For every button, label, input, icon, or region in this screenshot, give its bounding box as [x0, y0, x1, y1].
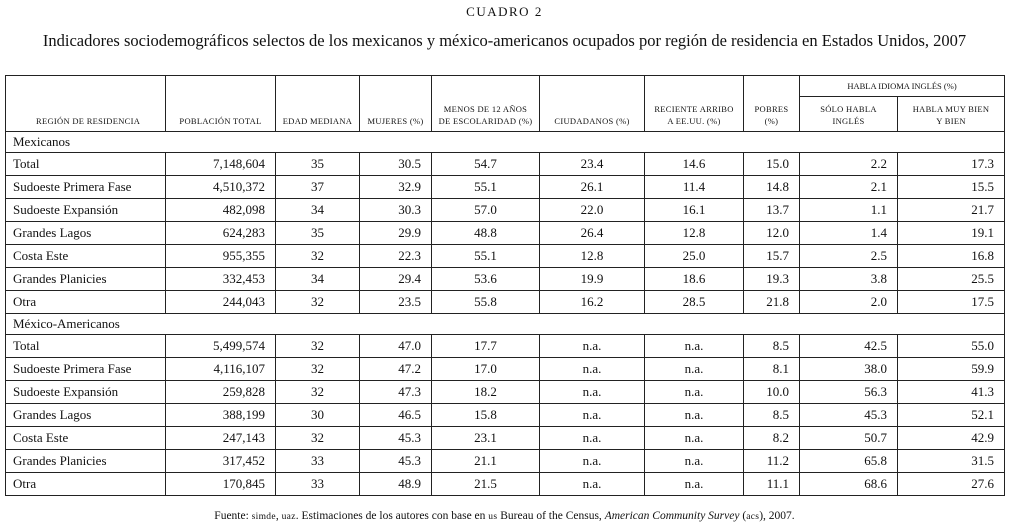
cell-region: Otra [6, 291, 166, 314]
cell-escolaridad: 53.6 [432, 268, 540, 291]
cell-reciente: 25.0 [645, 245, 744, 268]
cell-edad: 32 [276, 358, 360, 381]
cell-pobres: 8.1 [744, 358, 800, 381]
cell-escolaridad: 18.2 [432, 381, 540, 404]
cell-poblacion: 5,499,574 [166, 335, 276, 358]
cell-ciudadanos: 16.2 [540, 291, 645, 314]
cell-ciudadanos: 22.0 [540, 199, 645, 222]
cell-escolaridad: 15.8 [432, 404, 540, 427]
section-label: Mexicanos [6, 132, 1005, 153]
cell-region: Grandes Lagos [6, 404, 166, 427]
cell-poblacion: 4,510,372 [166, 176, 276, 199]
cell-reciente: n.a. [645, 473, 744, 496]
cell-poblacion: 482,098 [166, 199, 276, 222]
cell-escolaridad: 55.1 [432, 245, 540, 268]
col-header-muybien-line1: HABLA MUY BIEN [912, 104, 990, 114]
cell-mujeres: 45.3 [360, 450, 432, 473]
col-header-poblacion: POBLACIÓN TOTAL [166, 76, 276, 132]
cell-muy-bien: 41.3 [898, 381, 1005, 404]
table-row [6, 358, 1005, 381]
table-row [6, 450, 1005, 473]
cell-reciente: n.a. [645, 358, 744, 381]
cell-poblacion: 317,452 [166, 450, 276, 473]
cell-muy-bien: 59.9 [898, 358, 1005, 381]
cell-pobres: 8.2 [744, 427, 800, 450]
table-row [6, 199, 1005, 222]
cell-mujeres: 47.0 [360, 335, 432, 358]
cell-ciudadanos: n.a. [540, 335, 645, 358]
table-row [6, 222, 1005, 245]
cell-poblacion: 624,283 [166, 222, 276, 245]
cell-pobres: 11.2 [744, 450, 800, 473]
cell-mujeres: 47.2 [360, 358, 432, 381]
cell-reciente: 18.6 [645, 268, 744, 291]
cell-region: Costa Este [6, 245, 166, 268]
cell-escolaridad: 23.1 [432, 427, 540, 450]
cell-edad: 30 [276, 404, 360, 427]
col-header-escolaridad [432, 76, 540, 132]
cell-mujeres: 29.4 [360, 268, 432, 291]
col-header-reciente-line2: A EE.UU. (%) [667, 116, 721, 126]
cell-reciente: 28.5 [645, 291, 744, 314]
cell-escolaridad: 55.8 [432, 291, 540, 314]
cell-edad: 32 [276, 427, 360, 450]
cell-solo-ingles: 2.1 [800, 176, 898, 199]
cell-region: Otra [6, 473, 166, 496]
source-close: ), 2007. [759, 510, 795, 522]
cell-mujeres: 46.5 [360, 404, 432, 427]
cell-muy-bien: 42.9 [898, 427, 1005, 450]
cell-edad: 35 [276, 153, 360, 176]
cell-mujeres: 32.9 [360, 176, 432, 199]
cell-ciudadanos: n.a. [540, 427, 645, 450]
table-row [6, 473, 1005, 496]
col-header-muybien-line2: Y BIEN [936, 116, 966, 126]
cell-solo-ingles: 68.6 [800, 473, 898, 496]
table-title: Indicadores sociodemográficos selectos de los mexicanos y méxico-americanos ocupados por región de residencia en Estados Unidos, 2007 [42, 31, 967, 50]
cell-ciudadanos: n.a. [540, 358, 645, 381]
cell-ciudadanos: 19.9 [540, 268, 645, 291]
col-header-escolaridad-line2: DE ESCOLARIDAD (%) [438, 116, 533, 126]
cell-pobres: 12.0 [744, 222, 800, 245]
source-open: ( [739, 510, 747, 522]
col-header-solo-line2: INGLÉS [832, 116, 865, 126]
cell-pobres: 11.1 [744, 473, 800, 496]
cell-solo-ingles: 1.4 [800, 222, 898, 245]
cell-muy-bien: 17.5 [898, 291, 1005, 314]
table-row [6, 176, 1005, 199]
cell-pobres: 8.5 [744, 404, 800, 427]
source-prefix: Fuente: [214, 510, 252, 522]
cell-muy-bien: 17.3 [898, 153, 1005, 176]
section-row [6, 132, 1005, 153]
col-header-ciudadanos: CIUDADANOS (%) [540, 76, 645, 132]
cell-pobres: 10.0 [744, 381, 800, 404]
cell-pobres: 15.0 [744, 153, 800, 176]
cell-muy-bien: 21.7 [898, 199, 1005, 222]
cell-mujeres: 47.3 [360, 381, 432, 404]
cell-escolaridad: 21.1 [432, 450, 540, 473]
table-row [6, 427, 1005, 450]
source-uaz: uaz [281, 512, 296, 522]
col-header-mujeres: MUJERES (%) [360, 76, 432, 132]
cell-solo-ingles: 2.5 [800, 245, 898, 268]
cell-edad: 32 [276, 335, 360, 358]
cell-reciente: n.a. [645, 427, 744, 450]
cell-reciente: 12.8 [645, 222, 744, 245]
cell-ciudadanos: 23.4 [540, 153, 645, 176]
cell-mujeres: 22.3 [360, 245, 432, 268]
cell-escolaridad: 21.5 [432, 473, 540, 496]
cell-mujeres: 23.5 [360, 291, 432, 314]
cell-solo-ingles: 38.0 [800, 358, 898, 381]
cell-poblacion: 955,355 [166, 245, 276, 268]
col-header-reciente [645, 76, 744, 132]
cell-solo-ingles: 56.3 [800, 381, 898, 404]
cell-poblacion: 7,148,604 [166, 153, 276, 176]
header-row-group [6, 76, 1005, 97]
cell-edad: 35 [276, 222, 360, 245]
cell-pobres: 13.7 [744, 199, 800, 222]
table-row [6, 245, 1005, 268]
cell-edad: 34 [276, 199, 360, 222]
cell-reciente: 11.4 [645, 176, 744, 199]
cell-region: Grandes Planicies [6, 268, 166, 291]
col-header-muy-bien [898, 97, 1005, 132]
cell-region: Total [6, 335, 166, 358]
cell-mujeres: 29.9 [360, 222, 432, 245]
cell-region: Total [6, 153, 166, 176]
cell-poblacion: 332,453 [166, 268, 276, 291]
cell-edad: 33 [276, 450, 360, 473]
cell-ciudadanos: n.a. [540, 404, 645, 427]
cell-pobres: 14.8 [744, 176, 800, 199]
table-number: CUADRO 2 [466, 4, 543, 19]
cell-muy-bien: 27.6 [898, 473, 1005, 496]
cell-muy-bien: 55.0 [898, 335, 1005, 358]
section-label: México-Americanos [6, 314, 1005, 335]
cell-escolaridad: 54.7 [432, 153, 540, 176]
cell-poblacion: 170,845 [166, 473, 276, 496]
cell-pobres: 8.5 [744, 335, 800, 358]
cell-reciente: n.a. [645, 404, 744, 427]
source-acs: acs [746, 512, 760, 522]
cell-region: Grandes Planicies [6, 450, 166, 473]
cell-edad: 37 [276, 176, 360, 199]
cell-solo-ingles: 3.8 [800, 268, 898, 291]
source-mid: . Estimaciones de los autores con base en [295, 510, 489, 522]
cell-edad: 32 [276, 381, 360, 404]
col-header-solo-line1: SÓLO HABLA [820, 104, 877, 114]
col-header-edad: EDAD MEDIANA [276, 76, 360, 132]
cell-muy-bien: 19.1 [898, 222, 1005, 245]
cell-muy-bien: 25.5 [898, 268, 1005, 291]
col-header-escolaridad-line1: MENOS DE 12 AÑOS [443, 104, 528, 114]
cell-escolaridad: 17.0 [432, 358, 540, 381]
cell-region: Sudoeste Expansión [6, 381, 166, 404]
cell-muy-bien: 15.5 [898, 176, 1005, 199]
cell-reciente: 16.1 [645, 199, 744, 222]
table-row [6, 153, 1005, 176]
cell-pobres: 15.7 [744, 245, 800, 268]
cell-muy-bien: 52.1 [898, 404, 1005, 427]
cell-reciente: n.a. [645, 450, 744, 473]
cell-mujeres: 48.9 [360, 473, 432, 496]
cell-poblacion: 259,828 [166, 381, 276, 404]
source-simde: simde [251, 512, 276, 522]
table-row [6, 404, 1005, 427]
col-header-solo-ingles [800, 97, 898, 132]
cell-escolaridad: 57.0 [432, 199, 540, 222]
table-row [6, 268, 1005, 291]
cell-mujeres: 30.3 [360, 199, 432, 222]
cell-escolaridad: 55.1 [432, 176, 540, 199]
col-header-region: REGIÓN DE RESIDENCIA [6, 76, 166, 132]
cell-ciudadanos: n.a. [540, 381, 645, 404]
cell-region: Sudoeste Primera Fase [6, 358, 166, 381]
cell-reciente: n.a. [645, 381, 744, 404]
cell-region: Sudoeste Expansión [6, 199, 166, 222]
source-note [0, 510, 1009, 522]
cell-pobres: 19.3 [744, 268, 800, 291]
source-mid2: Bureau of the Census, [497, 510, 605, 522]
table-row [6, 291, 1005, 314]
table-body [6, 132, 1005, 496]
cell-poblacion: 247,143 [166, 427, 276, 450]
cell-ciudadanos: n.a. [540, 450, 645, 473]
table-row [6, 335, 1005, 358]
cell-ciudadanos: 26.1 [540, 176, 645, 199]
table-row [6, 381, 1005, 404]
cell-ciudadanos: n.a. [540, 473, 645, 496]
cell-solo-ingles: 42.5 [800, 335, 898, 358]
cell-reciente: 14.6 [645, 153, 744, 176]
cell-poblacion: 244,043 [166, 291, 276, 314]
cell-poblacion: 388,199 [166, 404, 276, 427]
cell-muy-bien: 16.8 [898, 245, 1005, 268]
cell-ciudadanos: 26.4 [540, 222, 645, 245]
col-header-reciente-line1: RECIENTE ARRIBO [654, 104, 734, 114]
cell-pobres: 21.8 [744, 291, 800, 314]
cell-edad: 32 [276, 291, 360, 314]
source-sep: , [275, 510, 282, 522]
cell-region: Sudoeste Primera Fase [6, 176, 166, 199]
cell-solo-ingles: 2.0 [800, 291, 898, 314]
col-header-ingles-group: HABLA IDIOMA INGLÉS (%) [800, 76, 1005, 97]
source-us: us [488, 512, 498, 522]
section-row [6, 314, 1005, 335]
cell-escolaridad: 48.8 [432, 222, 540, 245]
cell-region: Costa Este [6, 427, 166, 450]
cell-escolaridad: 17.7 [432, 335, 540, 358]
cell-edad: 32 [276, 245, 360, 268]
data-table [5, 75, 1005, 496]
cell-reciente: n.a. [645, 335, 744, 358]
cell-poblacion: 4,116,107 [166, 358, 276, 381]
cell-solo-ingles: 50.7 [800, 427, 898, 450]
col-header-pobres: POBRES (%) [744, 76, 800, 132]
cell-muy-bien: 31.5 [898, 450, 1005, 473]
cell-solo-ingles: 1.1 [800, 199, 898, 222]
cell-edad: 34 [276, 268, 360, 291]
cell-solo-ingles: 65.8 [800, 450, 898, 473]
cell-solo-ingles: 45.3 [800, 404, 898, 427]
source-acs-title: American Community Survey [604, 510, 740, 522]
cell-edad: 33 [276, 473, 360, 496]
cell-solo-ingles: 2.2 [800, 153, 898, 176]
cell-mujeres: 30.5 [360, 153, 432, 176]
cell-ciudadanos: 12.8 [540, 245, 645, 268]
cell-mujeres: 45.3 [360, 427, 432, 450]
cell-region: Grandes Lagos [6, 222, 166, 245]
